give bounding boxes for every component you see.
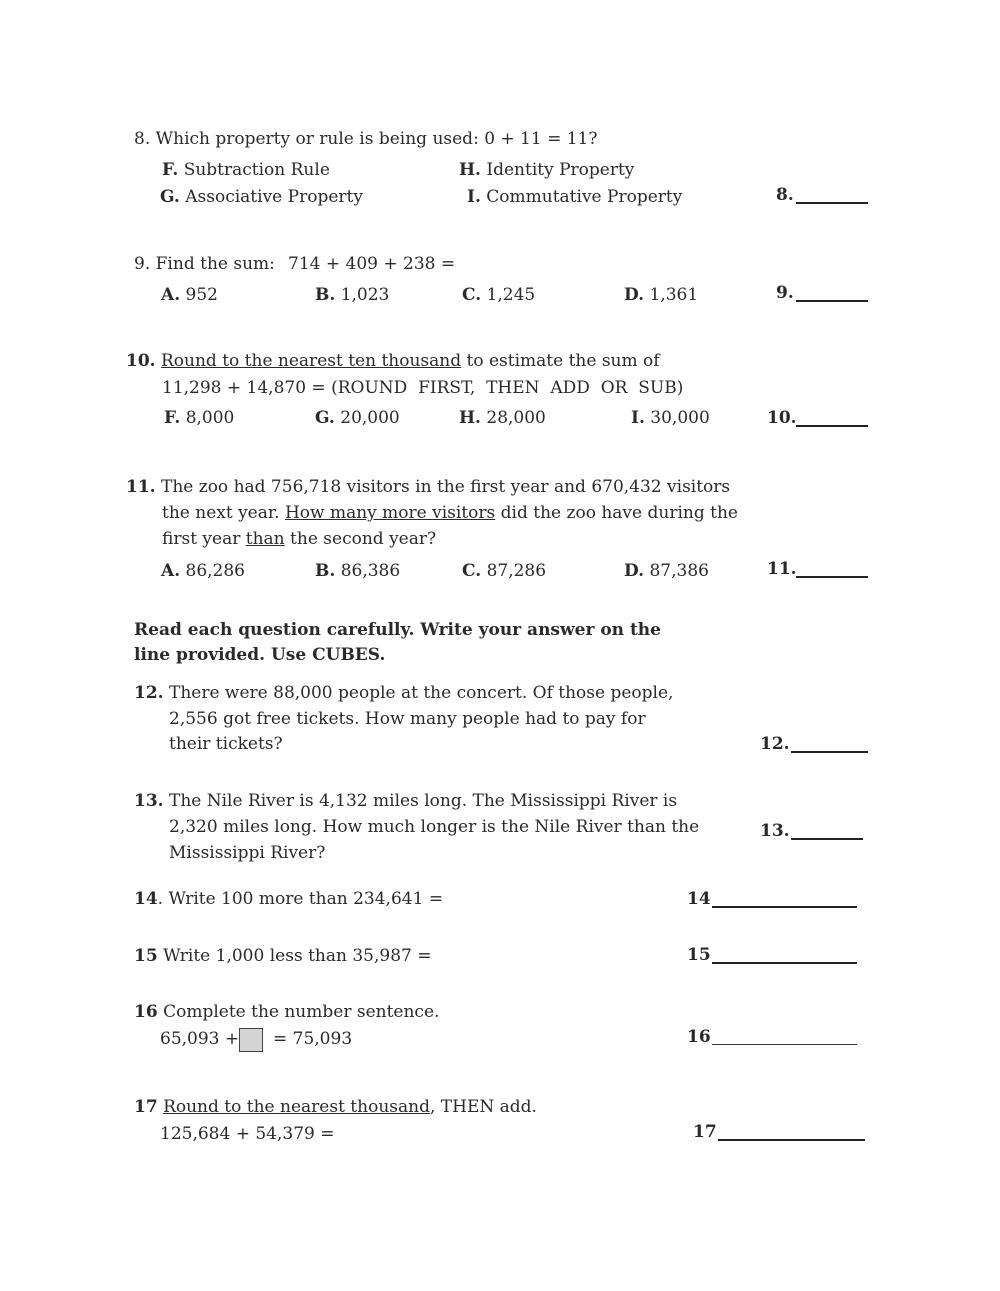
- q17-expression: 125,684 + 54,379 =: [160, 1124, 335, 1144]
- q12-text-line2: 2,556 got free tickets. How many people had to pay for: [169, 709, 646, 729]
- q10-option-h-letter: H.: [459, 408, 481, 428]
- q8-option-f-letter: F.: [162, 160, 179, 180]
- q9-option-b-text: 1,023: [340, 285, 390, 305]
- q9-option-b[interactable]: [315, 285, 389, 305]
- q11-stem-line2: [162, 503, 738, 523]
- q10-text: to estimate the sum of: [466, 351, 660, 371]
- q10-option-h-text: 28,000: [486, 408, 546, 428]
- q9-option-b-letter: B.: [315, 285, 336, 305]
- q9-answer-label: 9.: [776, 283, 794, 303]
- q16-left-expression: 65,093 +: [160, 1029, 240, 1049]
- q13-text-line1: The Nile River is 4,132 miles long. The Mississippi River is: [168, 791, 678, 811]
- q13-answer-line[interactable]: [791, 838, 863, 840]
- q10-option-g-text: 20,000: [340, 408, 400, 428]
- q10-answer-line[interactable]: [796, 425, 868, 427]
- q10-expression: 11,298 + 14,870 = (ROUND FIRST, THEN ADD OR SUB): [162, 378, 684, 398]
- q10-underlined-text: Round to the nearest ten thousand: [160, 351, 462, 371]
- q8-option-g[interactable]: [160, 187, 363, 207]
- q10-option-f-text: 8,000: [185, 408, 235, 428]
- q9-option-c-text: 1,245: [486, 285, 536, 305]
- q11-option-c-text: 87,286: [486, 561, 547, 581]
- q11-option-b-letter: B.: [315, 561, 336, 581]
- q8-answer-line[interactable]: [796, 202, 868, 204]
- q9-option-a-text: 952: [185, 285, 218, 305]
- q8-option-f[interactable]: [162, 160, 330, 180]
- q13-number: 13.: [134, 791, 164, 811]
- q11-text-line1: The zoo had 756,718 visitors in the first year and 670,432 visitors: [160, 477, 731, 497]
- q17-underlined-text: Round to the nearest thousand: [163, 1097, 430, 1117]
- q11-stem-line3: [162, 529, 436, 549]
- q10-option-f[interactable]: [164, 408, 234, 428]
- q12-text-line3: their tickets?: [169, 734, 283, 754]
- q16-stem: [134, 1002, 439, 1022]
- q8-stem: [134, 129, 598, 149]
- q13-stem-line1: [134, 791, 677, 811]
- q10-option-i[interactable]: [631, 408, 710, 428]
- q9-option-d-letter: D.: [624, 285, 645, 305]
- q14-answer-label: 14: [687, 889, 711, 909]
- q11-option-d[interactable]: [624, 561, 709, 581]
- q9-option-a-letter: A.: [161, 285, 181, 305]
- q13-text-line3: Mississippi River?: [169, 843, 326, 863]
- q8-option-h[interactable]: [459, 160, 634, 180]
- q11-text-line2-pre: the next year.: [162, 503, 280, 523]
- q10-option-f-letter: F.: [164, 408, 181, 428]
- q12-number: 12.: [134, 683, 164, 703]
- q10-option-i-letter: I.: [631, 408, 645, 428]
- q9-stem: [134, 254, 275, 274]
- q8-option-i[interactable]: [467, 187, 682, 207]
- q11-text-line3-pre: first year: [162, 529, 241, 549]
- q10-number: 10.: [126, 351, 156, 371]
- q9-answer-line[interactable]: [796, 300, 868, 302]
- q11-option-d-text: 87,386: [649, 561, 709, 581]
- q11-option-a-text: 86,286: [185, 561, 245, 581]
- q16-answer-label: 16: [687, 1027, 711, 1047]
- q16-answer-line[interactable]: [712, 1044, 857, 1045]
- q9-option-c-letter: C.: [462, 285, 482, 305]
- q17-text: , THEN add.: [429, 1097, 537, 1117]
- q15-answer-line[interactable]: [712, 962, 857, 964]
- q16-missing-number-box[interactable]: [239, 1028, 263, 1052]
- q9-option-d-text: 1,361: [649, 285, 699, 305]
- q8-answer-label: 8.: [776, 185, 794, 205]
- q8-text: Which property or rule is being used: 0 + 11 = 11?: [155, 129, 598, 149]
- q14-answer-line[interactable]: [712, 906, 857, 908]
- q17-number: 17: [134, 1097, 158, 1117]
- q8-option-h-letter: H.: [459, 160, 481, 180]
- q10-option-g-letter: G.: [315, 408, 335, 428]
- q11-option-a-letter: A.: [161, 561, 181, 581]
- q12-answer-label: 12.: [760, 734, 790, 754]
- q9-expression: 714 + 409 + 238 =: [288, 254, 456, 274]
- q17-stem: [134, 1097, 537, 1117]
- q8-number: 8.: [134, 129, 151, 149]
- q8-option-i-letter: I.: [467, 187, 481, 207]
- q10-option-g[interactable]: [315, 408, 400, 428]
- q11-number: 11.: [126, 477, 156, 497]
- q12-answer-line[interactable]: [791, 751, 868, 753]
- q9-number: 9.: [134, 254, 151, 274]
- q11-option-d-letter: D.: [624, 561, 645, 581]
- q10-answer-label: 10.: [767, 408, 797, 428]
- q10-option-h[interactable]: [459, 408, 546, 428]
- q9-option-a[interactable]: [161, 285, 218, 305]
- q11-option-c[interactable]: [462, 561, 546, 581]
- q11-answer-line[interactable]: [796, 576, 868, 578]
- instructions-line1: Read each question carefully. Write your answer on the: [134, 620, 661, 640]
- instructions-line2: line provided. Use CUBES.: [134, 645, 386, 665]
- q16-number: 16: [134, 1002, 158, 1022]
- q14-text: . Write 100 more than 234,641 =: [157, 889, 444, 909]
- q11-option-a[interactable]: [161, 561, 245, 581]
- q8-option-h-text: Identity Property: [486, 160, 635, 180]
- q11-option-c-letter: C.: [462, 561, 482, 581]
- q8-option-f-text: Subtraction Rule: [183, 160, 330, 180]
- q10-option-i-text: 30,000: [650, 408, 710, 428]
- q9-text: Find the sum:: [155, 254, 275, 274]
- q9-option-c[interactable]: [462, 285, 535, 305]
- q8-option-i-text: Commutative Property: [486, 187, 683, 207]
- q10-stem: [126, 351, 660, 371]
- q9-option-d[interactable]: [624, 285, 698, 305]
- q11-option-b[interactable]: [315, 561, 400, 581]
- q15-stem: [134, 946, 431, 966]
- q11-stem-line1: [126, 477, 730, 497]
- q15-answer-label: 15: [687, 945, 711, 965]
- q16-text: Complete the number sentence.: [163, 1002, 440, 1022]
- q11-text-line3-post: the second year?: [290, 529, 437, 549]
- q14-number: 14: [134, 889, 158, 909]
- q8-option-g-letter: G.: [160, 187, 180, 207]
- q13-answer-label: 13.: [760, 821, 790, 841]
- q11-option-b-text: 86,386: [340, 561, 401, 581]
- q16-right-expression: = 75,093: [273, 1029, 353, 1049]
- q8-option-g-text: Associative Property: [185, 187, 363, 207]
- q17-answer-label: 17: [693, 1122, 717, 1142]
- q15-text: Write 1,000 less than 35,987 =: [163, 946, 432, 966]
- q12-stem-line1: [134, 683, 673, 703]
- q12-text-line1: There were 88,000 people at the concert. Of those people,: [168, 683, 674, 703]
- q11-text-line2-post: did the zoo have during the: [500, 503, 738, 523]
- q11-text-line3-underlined: than: [245, 529, 285, 549]
- q17-answer-line[interactable]: [718, 1139, 865, 1141]
- q13-text-line2: 2,320 miles long. How much longer is the Nile River than the: [169, 817, 700, 837]
- q11-text-line2-underlined: How many more visitors: [284, 503, 496, 523]
- q15-number: 15: [134, 946, 158, 966]
- q11-answer-label: 11.: [767, 559, 797, 579]
- q14-stem: [134, 889, 443, 909]
